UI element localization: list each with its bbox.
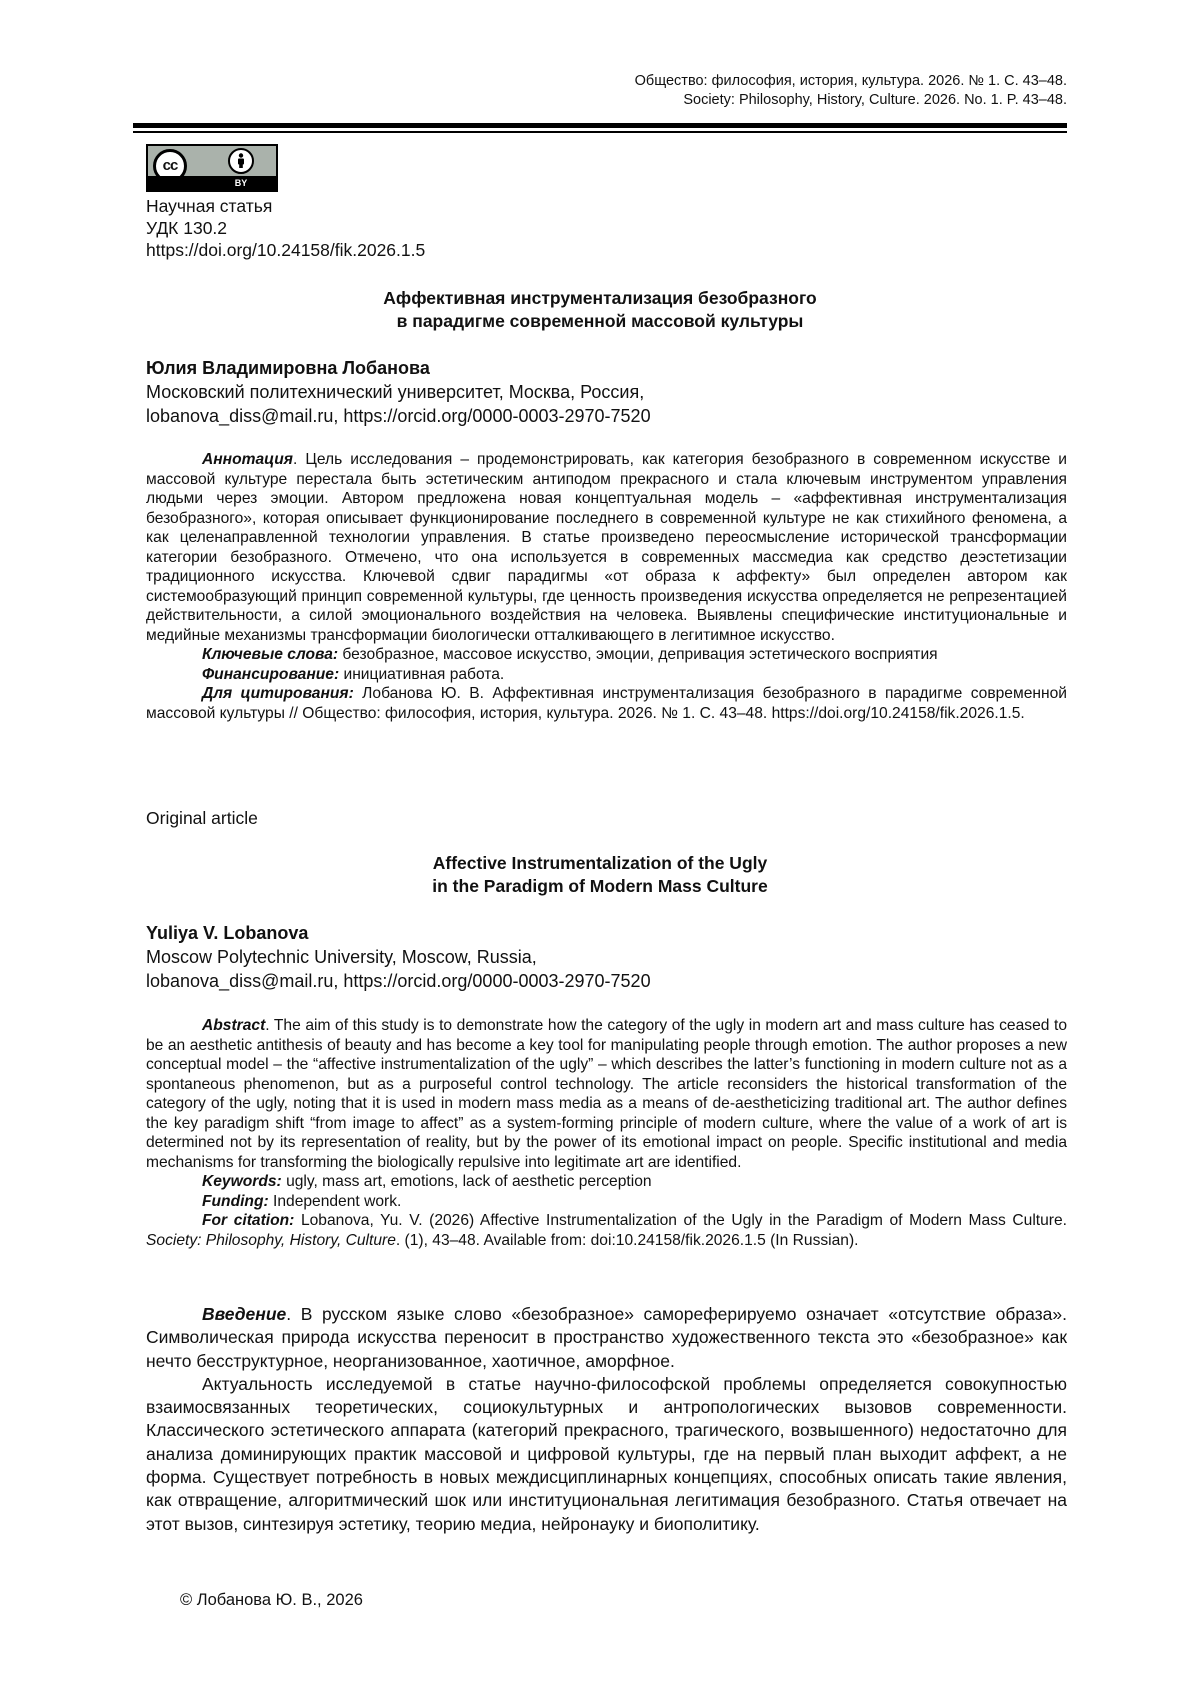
author-name-ru: Юлия Владимировна Лобанова (146, 358, 430, 378)
keywords-en (146, 1172, 1067, 1192)
intro-label: Введение (202, 1304, 287, 1324)
keywords-ru-text: безобразное, массовое искусство, эмоции, депривация эстетического восприятия (338, 646, 938, 663)
main-body-text (146, 1303, 1067, 1536)
citation-ru-label: Для цитирования: (202, 685, 354, 702)
running-header (635, 72, 1067, 110)
citation-en-text-a: Lobanova, Yu. V. (2026) Affective Instrumentalization of the Ugly in the Paradigm of Modern Mass Culture. (294, 1212, 1068, 1229)
funding-en-label: Funding: (202, 1192, 269, 1210)
article-type-en: Original article (146, 808, 258, 828)
cc-by-license-badge[interactable] (146, 144, 278, 192)
relevance-paragraph: Актуальность исследуемой в статье научно-философской проблемы определяется совокупностью взаимосвязанных теоретических, социокультурных и антропологических вызовов современности. Классического эстетического аппарата (категорий прекрасного, трагического, возвышенного) недостаточно для анализа доминирующих практик массовой и цифровой культуры, где на первый план выходит аффект, а не форма. Существует потребность в новых междисциплинарных концепциях, способных описать такие явления, как отвращение, алгоритмический шок или институциональная легитимация безобразного. Статья отвечает на этот вызов, синтезируя эстетику, теорию медиа, нейронауку и биополитику. (146, 1373, 1067, 1534)
title-en-line-2: in the Paradigm of Modern Mass Culture (432, 876, 768, 896)
abstract-ru-paragraph (146, 450, 1067, 645)
article-meta (146, 195, 425, 261)
author-name-en: Yuliya V. Lobanova (146, 923, 309, 943)
citation-en-text-b: . (1), 43–48. Available from: doi:10.24158/fik.2026.1.5 (In Russian). (395, 1231, 859, 1249)
funding-ru (146, 665, 1067, 685)
abstract-ru-label: Аннотация (202, 451, 293, 468)
citation-en-label: For citation: (202, 1212, 295, 1229)
intro-paragraph (146, 1303, 1067, 1373)
header-rule-thin (133, 131, 1067, 133)
title-en (133, 852, 1067, 898)
author-contacts-ru[interactable]: lobanova_diss@mail.ru, https://orcid.org/0000-0003-2970-7520 (146, 406, 651, 426)
abstract-ru-text: . Цель исследования – продемонстрировать, как категория безобразного в современном искусстве и массовой культуре перестала быть эстетическим антиподом прекрасного и стала ключевым инструментом управления людьми через эмоции. Автором предложена новая концептуальная модель – «аффективная инструментализация безобразного», которая описывает функционирование последнего в современной культуре не как стихийного феномена, а как целенаправленной технологии управления. В статье произведено переосмысление исторической трансформации категории безобразного. Отмечено, что она используется в современных массмедиа как средство деэстетизации традиционного искусства. Ключевой сдвиг парадигмы «от образа к аффекту» был определен автором как системообразующий принцип современной культуры, где ценность произведения искусства определяется не репрезентацией действительности, а силой эмоционального воздействия на человека. Выявлены специфические институциональные и медийные механизмы трансформации биологически отталкивающего в легитимное искусство. (146, 451, 1067, 644)
citation-ru-text: Лобанова Ю. В. Аффективная инструментализация безобразного в парадигме современной массовой культуры // Общество: философия, история, культура. 2026. № 1. С. 43–48. https://doi.org/10.24158/fik.2026.1.5. (146, 685, 1067, 722)
funding-ru-label: Финансирование: (202, 665, 340, 683)
funding-ru-text: инициативная работа. (339, 665, 505, 683)
title-ru (133, 287, 1067, 333)
abstract-en (146, 1016, 1067, 1250)
journal-citation-ru: Общество: философия, история, культура. 2026. № 1. С. 43–48. (634, 73, 1067, 89)
copyright-notice: © Лобанова Ю. В., 2026 (180, 1591, 363, 1609)
cc-icon: cc (153, 149, 187, 183)
keywords-ru (146, 645, 1067, 665)
author-block-en (146, 921, 651, 993)
keywords-en-text: ugly, mass art, emotions, lack of aesthetic perception (281, 1173, 652, 1190)
abstract-en-text: . The aim of this study is to demonstrate how the category of the ugly in modern art and mass culture has ceased to be an aesthetic antithesis of beauty and has become a key tool for manipulating people through emotion. The author proposes a new conceptual model – the “affective instrumentalization of the ugly” – which describes the latter’s functioning in modern culture not as a spontaneous phenomenon, but as a purposeful control technology. The article reconsiders the historical transformation of the category of the ugly, noting that it is used in modern mass media as a means of de-aestheticizing traditional art. The author defines the key paradigm shift “from image to affect” as a system-forming principle of modern culture, where the value of a work of art is determined not by its representation of reality, but by the power of its emotional impact on people. Specific institutional and media mechanisms for transforming the biologically repulsive into legitimate art are identified. (146, 1017, 1067, 1171)
funding-en (146, 1192, 1067, 1212)
udc-code: УДК 130.2 (146, 218, 228, 238)
attribution-person-icon (228, 148, 254, 174)
funding-en-text: Independent work. (268, 1192, 402, 1210)
abstract-en-label: Abstract (202, 1017, 266, 1034)
author-contacts-en[interactable]: lobanova_diss@mail.ru, https://orcid.org/0000-0003-2970-7520 (146, 971, 651, 991)
title-ru-line-1: Аффективная инструментализация безобразного (383, 288, 817, 308)
by-label: BY (234, 178, 248, 188)
affiliation-ru: Московский политехнический университет, Москва, Россия, (146, 382, 645, 402)
title-en-line-1: Affective Instrumentalization of the Ugly (432, 853, 768, 873)
author-block-ru (146, 356, 651, 428)
keywords-ru-label: Ключевые слова: (202, 646, 339, 663)
keywords-en-label: Keywords: (202, 1173, 282, 1190)
citation-en-journal: Society: Philosophy, History, Culture (146, 1231, 396, 1249)
abstract-ru (146, 450, 1067, 723)
affiliation-en: Moscow Polytechnic University, Moscow, Russia, (146, 947, 537, 967)
title-ru-line-2: в парадигме современной массовой культуры (396, 311, 804, 331)
abstract-en-paragraph (146, 1016, 1067, 1172)
intro-text: . В русском языке слово «безобразное» самореферируемо означает «отсутствие образа». Символическая природа искусства переносит в пространство художественного текста это «безобразное» как нечто бесструктурное, неорганизованное, хаотичное, аморфное. (146, 1304, 1067, 1371)
citation-en (146, 1211, 1067, 1250)
doi-link[interactable]: https://doi.org/10.24158/fik.2026.1.5 (146, 240, 426, 260)
journal-citation-en: Society: Philosophy, History, Culture. 2026. No. 1. P. 43–48. (683, 92, 1067, 108)
article-type-ru: Научная статья (146, 196, 273, 216)
license-strip (148, 176, 276, 190)
header-rule (133, 123, 1067, 128)
citation-ru (146, 684, 1067, 723)
